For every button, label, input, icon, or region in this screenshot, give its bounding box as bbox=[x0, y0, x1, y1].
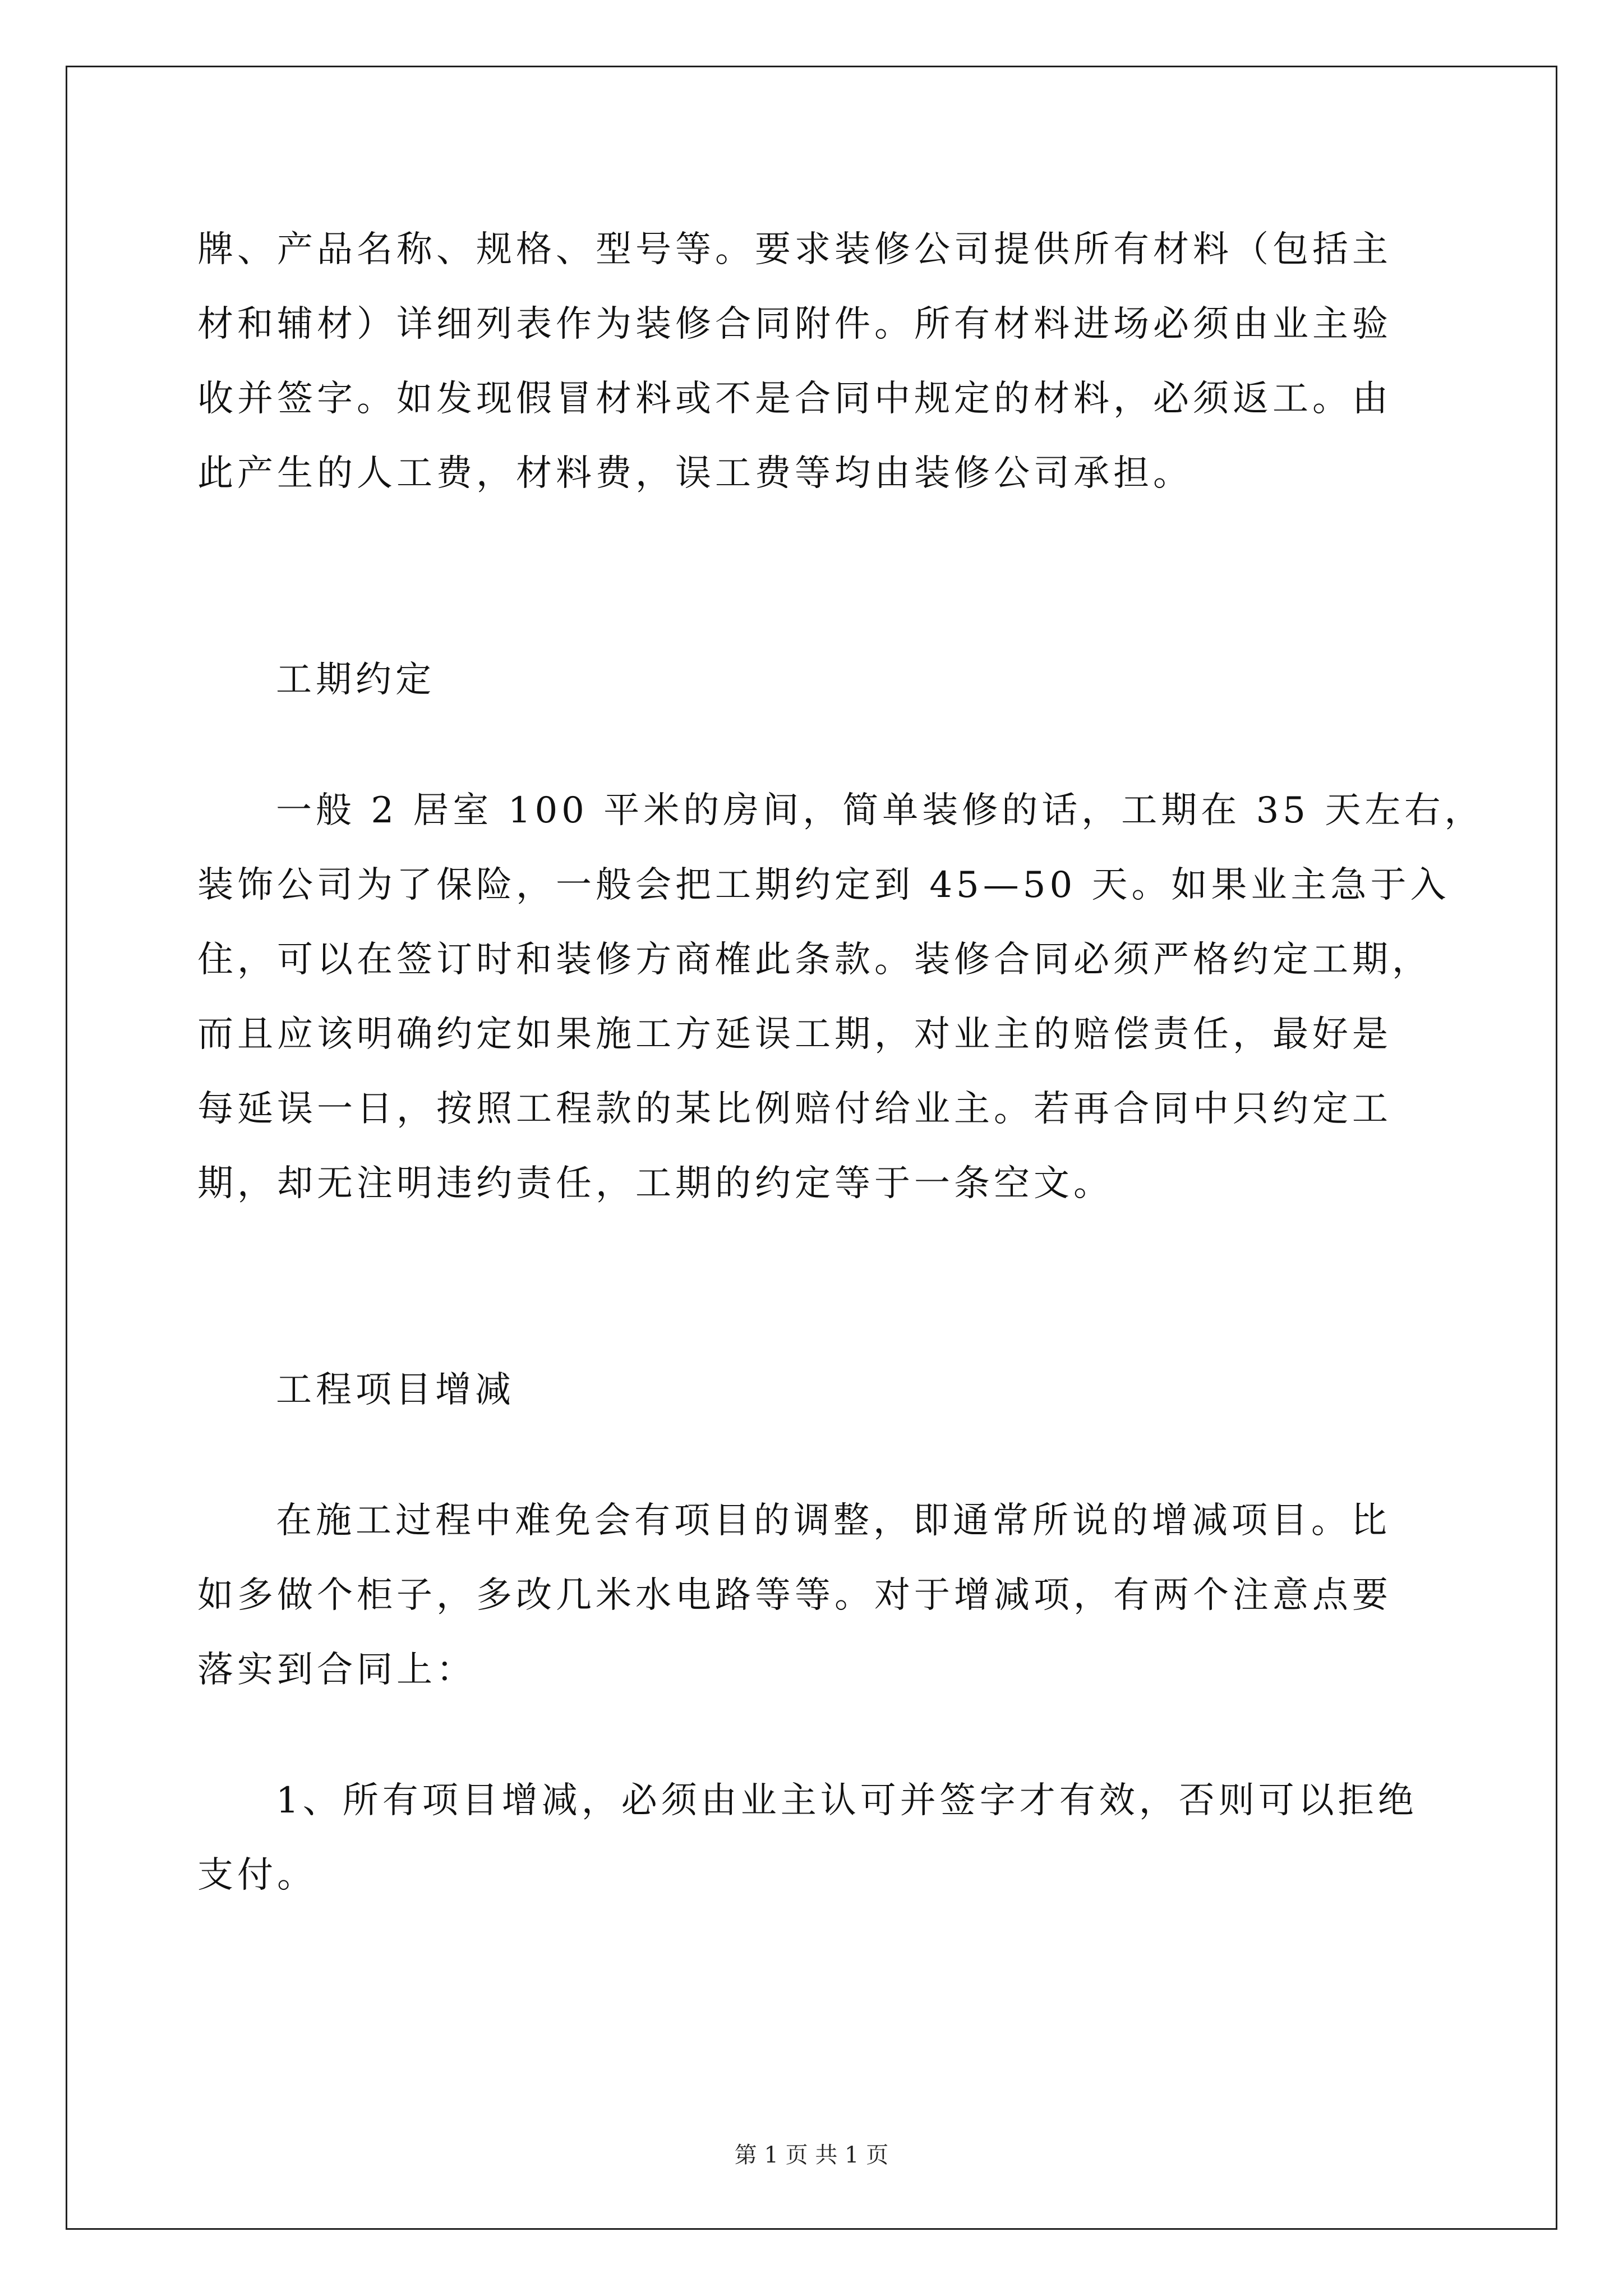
text-line: 1、所有项目增减，必须由业主认可并签字才有效，否则可以拒绝 bbox=[276, 1780, 1418, 1821]
text-line: 一般 2 居室 100 平米的房间，简单装修的话，工期在 35 天左右， bbox=[276, 790, 1484, 831]
section-heading: 工程项目增减 bbox=[276, 1369, 515, 1411]
page-footer: 第 1 页 共 1 页 bbox=[734, 2142, 889, 2168]
text-line: 收并签字。如发现假冒材料或不是合同中规定的材料，必须返工。由 bbox=[197, 378, 1392, 420]
text-line: 落实到合同上： bbox=[197, 1649, 476, 1691]
text-line: 装饰公司为了保险，一般会把工期约定到 45—50 天。如果业主急于入 bbox=[197, 864, 1450, 906]
text-line: 而且应该明确约定如果施工方延误工期，对业主的赔偿责任，最好是 bbox=[197, 1014, 1392, 1055]
text-line: 住，可以在签订时和装修方商榷此条款。装修合同必须严格约定工期， bbox=[197, 939, 1432, 981]
text-line: 此产生的人工费，材料费，误工费等均由装修公司承担。 bbox=[197, 453, 1193, 494]
text-line: 如多做个柜子，多改几米水电路等等。对于增减项，有两个注意点要 bbox=[197, 1575, 1392, 1616]
text-line: 牌、产品名称、规格、型号等。要求装修公司提供所有材料（包括主 bbox=[197, 229, 1392, 270]
text-line: 在施工过程中难免会有项目的调整，即通常所说的增减项目。比 bbox=[276, 1500, 1391, 1542]
text-line: 材和辅材）详细列表作为装修合同附件。所有材料进场必须由业主验 bbox=[197, 303, 1392, 345]
text-line: 每延误一日，按照工程款的某比例赔付给业主。若再合同中只约定工 bbox=[197, 1088, 1392, 1130]
text-line: 期，却无注明违约责任，工期的约定等于一条空文。 bbox=[197, 1163, 1113, 1204]
text-line: 支付。 bbox=[197, 1855, 317, 1896]
section-heading: 工期约定 bbox=[276, 659, 435, 701]
